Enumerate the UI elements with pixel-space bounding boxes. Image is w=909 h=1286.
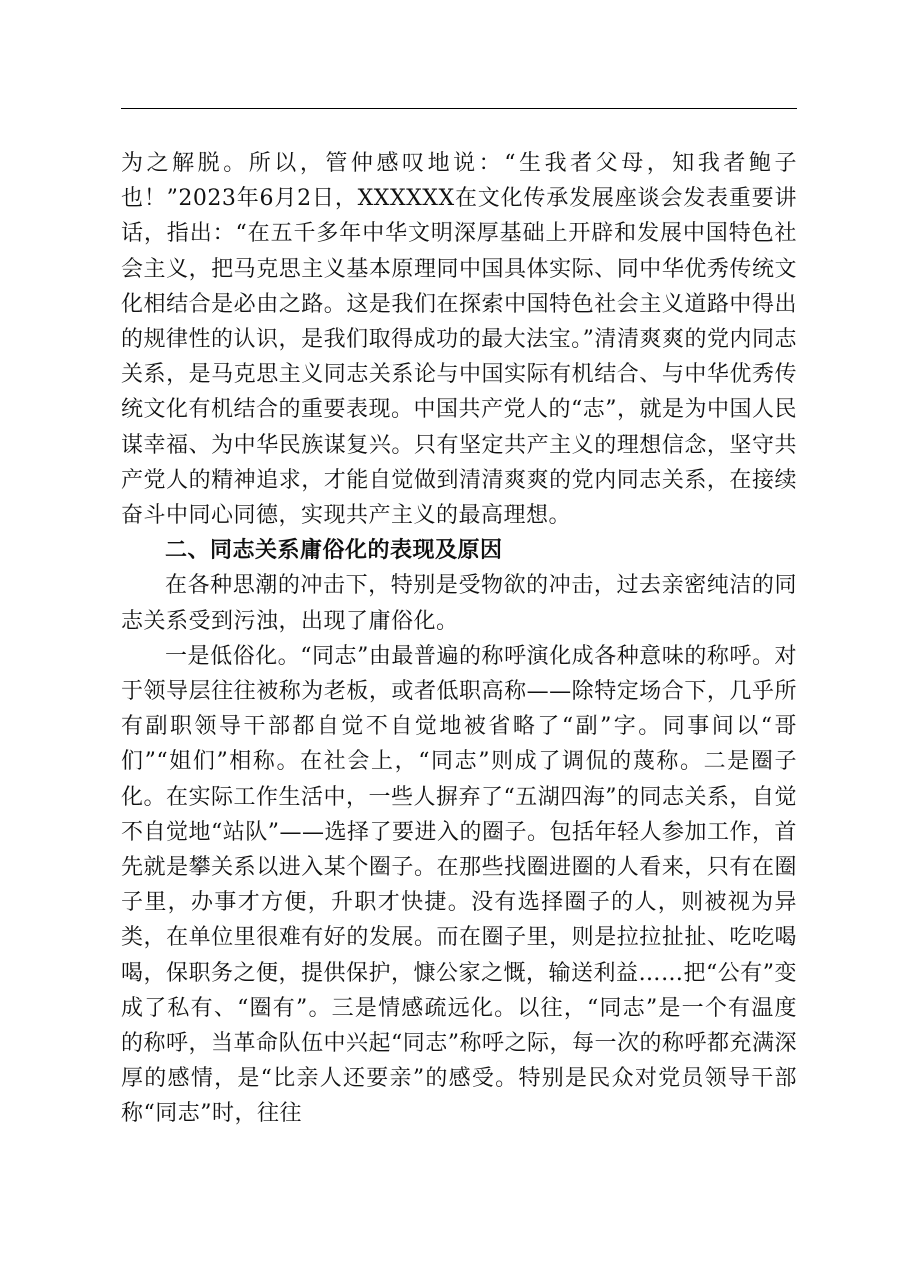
header-rule — [121, 108, 797, 109]
paragraph-manifestations: 一是低俗化。“同志”由最普遍的称呼演化成各种意味的称呼。对于领导层往往被称为老板，或者低职高称——除特定场合下，几乎所有副职领导干部都自觉不自觉地被省略了“副”字。同事间以“哥们”“姐们”相称。在社会上，“同志”则成了调侃的蔑称。二是圈子化。在实际工作生活中，一些人摒弃了“五湖四海”的同志关系，自觉不自觉地“站队”——选择了要进入的圈子。包括年轻人参加工作，首先就是攀关系以进入某个圈子。在那些找圈进圈的人看来，只有在圈子里，办事才方便，升职才快捷。没有选择圈子的人，则被视为异类，在单位里很难有好的发展。而在圈子里，则是拉拉扯扯、吃吃喝喝，保职务之便，提供保护，慷公家之慨，输送利益……把“公有”变成了私有、“圈有”。三是情感疏远化。以往，“同志”是一个有温度的称呼，当革命队伍中兴起“同志”称呼之际，每一次的称呼都充满深厚的感情，是“比亲人还要亲”的感受。特别是民众对党员领导干部称“同志”时，往往 — [121, 643, 797, 1127]
document-body — [121, 146, 797, 1132]
section-heading: 二、同志关系庸俗化的表现及原因 — [165, 538, 503, 564]
paragraph-continuation: 为之解脱。所以，管仲感叹地说：“生我者父母，知我者鲍子也！”2023年6月2日，XXXXXX在文化传承发展座谈会发表重要讲话，指出：“在五千多年中华文明深厚基础上开辟和发展中国特色社会主义，把马克思主义基本原理同中国具体实际、同中华优秀传统文化相结合是必由之路。这是我们在探索中国特色社会主义道路中得出的规律性的认识，是我们取得成功的最大法宝。”清清爽爽的党内同志关系，是马克思主义同志关系论与中国实际有机结合、与中华优秀传统文化有机结合的重要表现。中国共产党人的“志”，就是为中国人民谋幸福、为中华民族谋复兴。只有坚定共产主义的理想信念，坚守共产党人的精神追求，才能自觉做到清清爽爽的党内同志关系，在接续奋斗中同心同德，实现共产主义的最高理想。 — [121, 151, 797, 529]
paragraph-intro: 在各种思潮的冲击下，特别是受物欲的冲击，过去亲密纯洁的同志关系受到污浊，出现了庸俗化。 — [121, 573, 797, 634]
